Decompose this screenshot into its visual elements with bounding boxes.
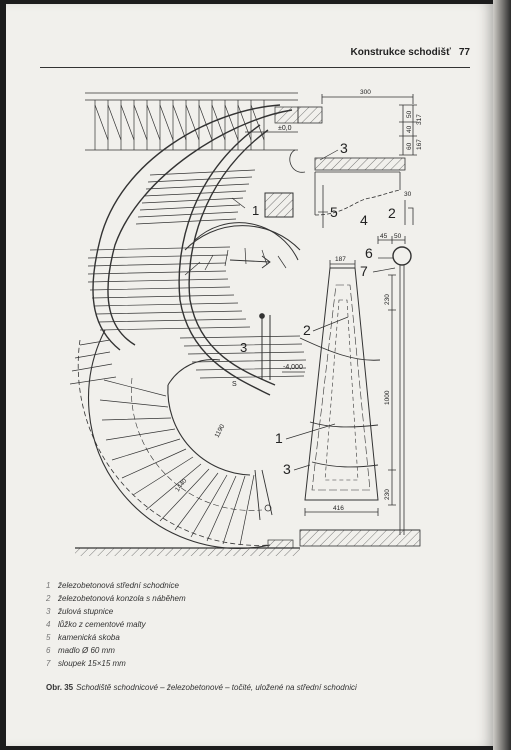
section-dims	[333, 256, 391, 512]
callout-2-detail: 2	[388, 205, 396, 221]
legend-item: 1 železobetonová střední schodnice	[46, 581, 179, 590]
staircase-drawing	[70, 80, 430, 565]
dim-60: 60	[406, 142, 413, 150]
dim-167: 167	[416, 139, 423, 150]
callout-6: 6	[365, 245, 373, 261]
pier-block	[265, 193, 293, 217]
callout-5: 5	[330, 204, 338, 220]
dim-300: 300	[360, 89, 371, 96]
dim-317: 317	[416, 114, 423, 125]
header-title: Konstrukce schodišť	[350, 47, 451, 58]
dim-40: 40	[406, 125, 413, 133]
callout-3: 3	[340, 140, 348, 156]
callout-plan-s: S	[232, 381, 237, 388]
dim-1000: 1000	[384, 390, 391, 405]
header-rule	[40, 67, 470, 68]
dim-1190: 1190	[213, 423, 227, 439]
callout-7: 7	[360, 263, 368, 279]
level-zero: ±0,0	[278, 125, 292, 132]
dim-45: 45	[380, 233, 388, 240]
caption-number: Obr. 35	[46, 683, 74, 692]
figure-caption	[46, 683, 476, 692]
dim-416: 416	[333, 505, 344, 512]
level-minus: -4,000	[283, 364, 303, 371]
callout-4: 4	[360, 212, 368, 228]
dim-230a: 230	[384, 294, 391, 305]
stair-elevation	[70, 93, 306, 556]
dim-1440: 1440	[174, 477, 189, 494]
callout-1: 1	[275, 430, 283, 446]
dim-50b: 50	[394, 233, 402, 240]
legend-item: 2 železobetonová konzola s náběhem	[46, 594, 186, 603]
section-view	[300, 247, 420, 546]
dim-50: 50	[406, 110, 413, 118]
legend-item: 5 kamenická skoba	[46, 633, 120, 642]
running-header	[340, 47, 470, 63]
dim-187: 187	[335, 256, 346, 263]
legend-item: 4 lůžko z cementové malty	[46, 620, 146, 629]
callout-2: 2	[303, 322, 311, 338]
legend-item: 3 žulová stupnice	[46, 607, 114, 616]
callout-3-section: 3	[283, 461, 291, 477]
detail-section	[290, 94, 417, 244]
legend	[46, 579, 426, 670]
dim-230b: 230	[384, 489, 391, 500]
caption-text: Schodiště schodnicové – železobetonové – točité, uložené na střední schodnici	[76, 683, 357, 692]
page-edge	[493, 0, 511, 750]
page-number: 77	[458, 47, 470, 58]
callout-plan-3: 3	[240, 340, 248, 355]
dim-30: 30	[404, 191, 412, 198]
legend-item: 7 sloupek 15×15 mm	[46, 659, 126, 668]
legend-item: 6 madlo Ø 60 mm	[46, 646, 115, 655]
section-callouts	[275, 322, 311, 477]
callout-plan-1: 1	[252, 203, 260, 218]
